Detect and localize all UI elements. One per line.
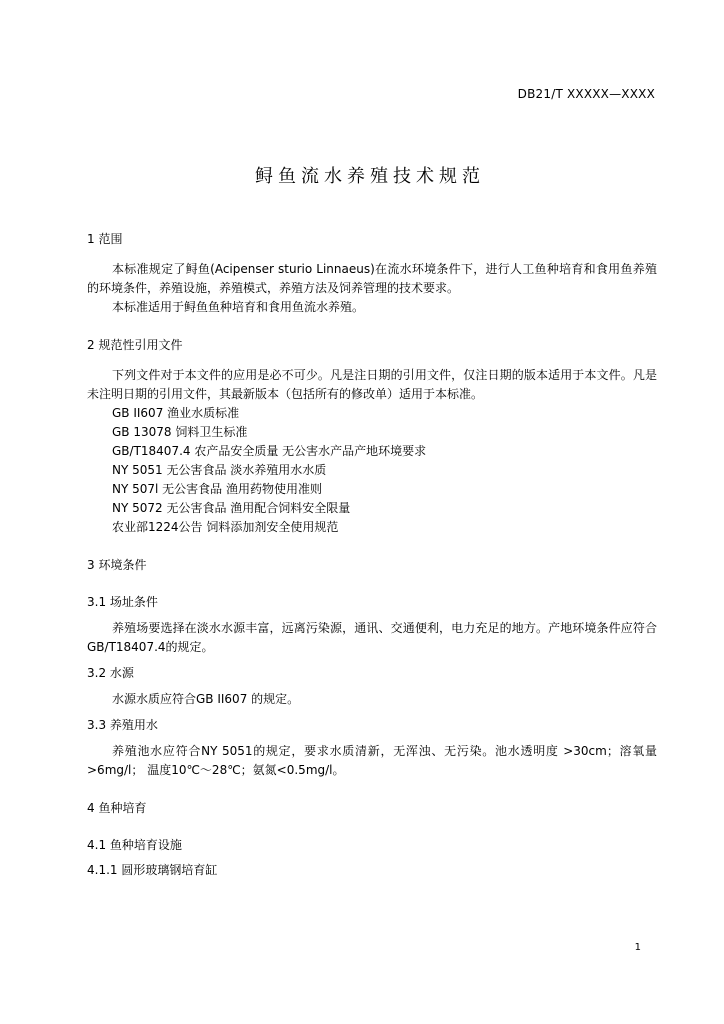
reference-item: GB/T18407.4 农产品安全质量 无公害水产品产地环境要求: [112, 444, 427, 458]
subsection-heading-site: 3.1 场址条件: [87, 595, 158, 609]
document-body: [87, 231, 657, 879]
paragraph: 养殖场要选择在淡水水源丰富，远离污染源，通讯、交通便利，电力充足的地方。产地环境条件应符合GB/T18407.4的规定。: [87, 621, 657, 654]
paragraph: 下列文件对于本文件的应用是必不可少。凡是注日期的引用文件，仅注日期的版本适用于本文件。凡是未注明日期的引用文件，其最新版本（包括所有的修改单）适用于本标准。: [87, 368, 657, 401]
reference-item: 农业部1224公告 饲料添加剂安全使用规范: [112, 520, 339, 534]
reference-item: NY 507l 无公害食品 渔用药物使用准则: [112, 482, 322, 496]
subsection-heading-water-source: 3.2 水源: [87, 666, 134, 680]
page-number: 1: [634, 942, 641, 953]
paragraph: 水源水质应符合GB II607 的规定。: [112, 692, 300, 706]
section-heading-normative-references: 2 规范性引用文件: [87, 338, 183, 352]
reference-item: NY 5051 无公害食品 淡水养殖用水水质: [112, 463, 327, 477]
section-heading-fingerling-rearing: 4 鱼种培育: [87, 801, 147, 815]
paragraph: 本标准适用于鲟鱼鱼种培育和食用鱼流水养殖。: [112, 300, 365, 314]
paragraph: 本标准规定了鲟鱼(Acipenser sturio Linnaeus)在流水环境条件下，进行人工鱼种培育和食用鱼养殖的环境条件，养殖设施，养殖模式，养殖方法及饲养管理的技术要求。: [87, 262, 657, 295]
section-heading-scope: 1 范围: [87, 232, 123, 246]
reference-item: GB 13078 饲料卫生标准: [112, 425, 248, 439]
section-heading-environment: 3 环境条件: [87, 558, 147, 572]
subsection-heading-fiberglass-tank: 4.1.1 圆形玻璃钢培育缸: [87, 863, 218, 877]
document-title: 鲟鱼流水养殖技术规范: [255, 166, 485, 187]
subsection-heading-rearing-facilities: 4.1 鱼种培育设施: [87, 838, 182, 852]
reference-item: GB II607 渔业水质标准: [112, 406, 240, 420]
subsection-heading-culture-water: 3.3 养殖用水: [87, 718, 158, 732]
reference-item: NY 5072 无公害食品 渔用配合饲料安全限量: [112, 501, 351, 515]
paragraph: 养殖池水应符合NY 5051的规定，要求水质清新，无浑浊、无污染。池水透明度 >30cm；溶氧量>6mg/l； 温度10℃～28℃；氨氮<0.5mg/l。: [87, 744, 657, 777]
standard-code: DB21/T XXXXX—XXXX: [517, 87, 655, 101]
